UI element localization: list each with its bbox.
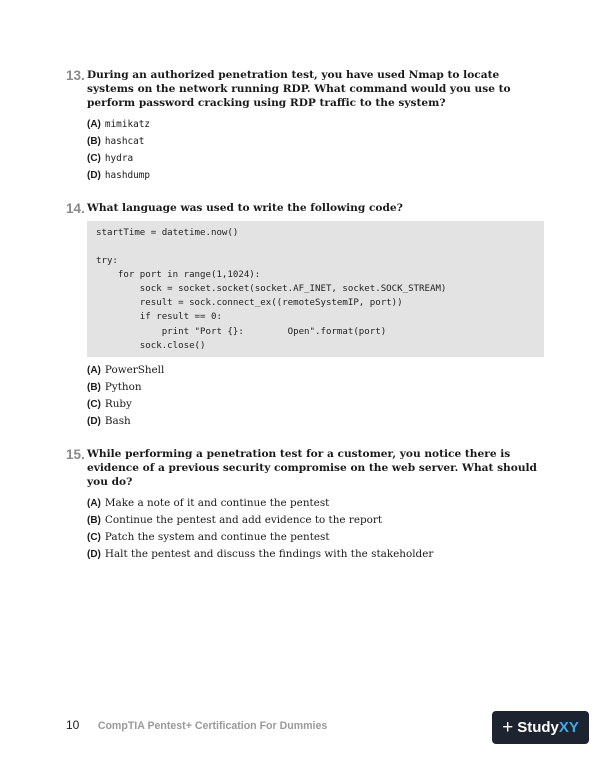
logo-brand-main: Study: [517, 719, 559, 736]
option-a: (A) mimikatz: [87, 118, 151, 130]
option-b: (B) Continue the pentest and add evidence to the report: [87, 513, 383, 526]
question-text: What language was used to write the following code?: [87, 202, 403, 214]
question-15: [66, 447, 544, 563]
plus-icon: +: [502, 717, 514, 738]
code-block: [87, 221, 544, 356]
answer-options: [87, 116, 544, 185]
book-title: CompTIA Pentest+ Certification For Dummies: [97, 720, 328, 732]
logo-brand-accent: XY: [558, 719, 579, 736]
code-line: for port in range(1,1024):: [96, 270, 261, 281]
answer-options: [87, 495, 544, 564]
option-d: (D) Bash: [87, 415, 131, 428]
code-line: result = sock.connect_ex((remoteSystemIP, port)): [96, 298, 403, 309]
page-number: 10: [66, 718, 80, 732]
code-line: sock.close(): [96, 340, 206, 351]
option-b: (B) hashcat: [87, 135, 145, 147]
option-c: (C) hydra: [87, 153, 134, 165]
answer-options: [87, 362, 544, 431]
question-13: [66, 68, 544, 184]
option-c: (C) Ruby: [87, 398, 132, 411]
code-line: [96, 240, 535, 254]
question-number: 14.: [66, 201, 85, 216]
studyxy-logo: [492, 711, 589, 744]
code-line: startTime = datetime.now(): [96, 228, 239, 239]
code-line: try:: [96, 256, 118, 267]
page-footer: [66, 716, 327, 734]
option-d: (D) Halt the pentest and discuss the findings with the stakeholder: [87, 548, 434, 561]
option-c: (C) Patch the system and continue the pentest: [87, 531, 330, 544]
question-number: 13.: [66, 68, 85, 83]
question-14: [66, 201, 544, 430]
option-a: (A) Make a note of it and continue the pentest: [87, 496, 330, 509]
question-number: 15.: [66, 447, 85, 462]
question-text: During an authorized penetration test, you have used Nmap to locate systems on the network running RDP. What command would you use to perform password cracking using RDP traffic to the system?: [87, 69, 511, 110]
code-line: if result == 0:: [96, 312, 222, 323]
option-d: (D) hashdump: [87, 170, 151, 182]
question-text: While performing a penetration test for a customer, you notice there is evidence of a previous security compromise on the web server. What should you do?: [87, 448, 537, 489]
code-line: print "Port {}: Open".format(port): [96, 326, 387, 337]
option-b: (B) Python: [87, 380, 142, 393]
option-a: (A) PowerShell: [87, 363, 165, 376]
code-line: sock = socket.socket(socket.AF_INET, socket.SOCK_STREAM): [96, 284, 447, 295]
